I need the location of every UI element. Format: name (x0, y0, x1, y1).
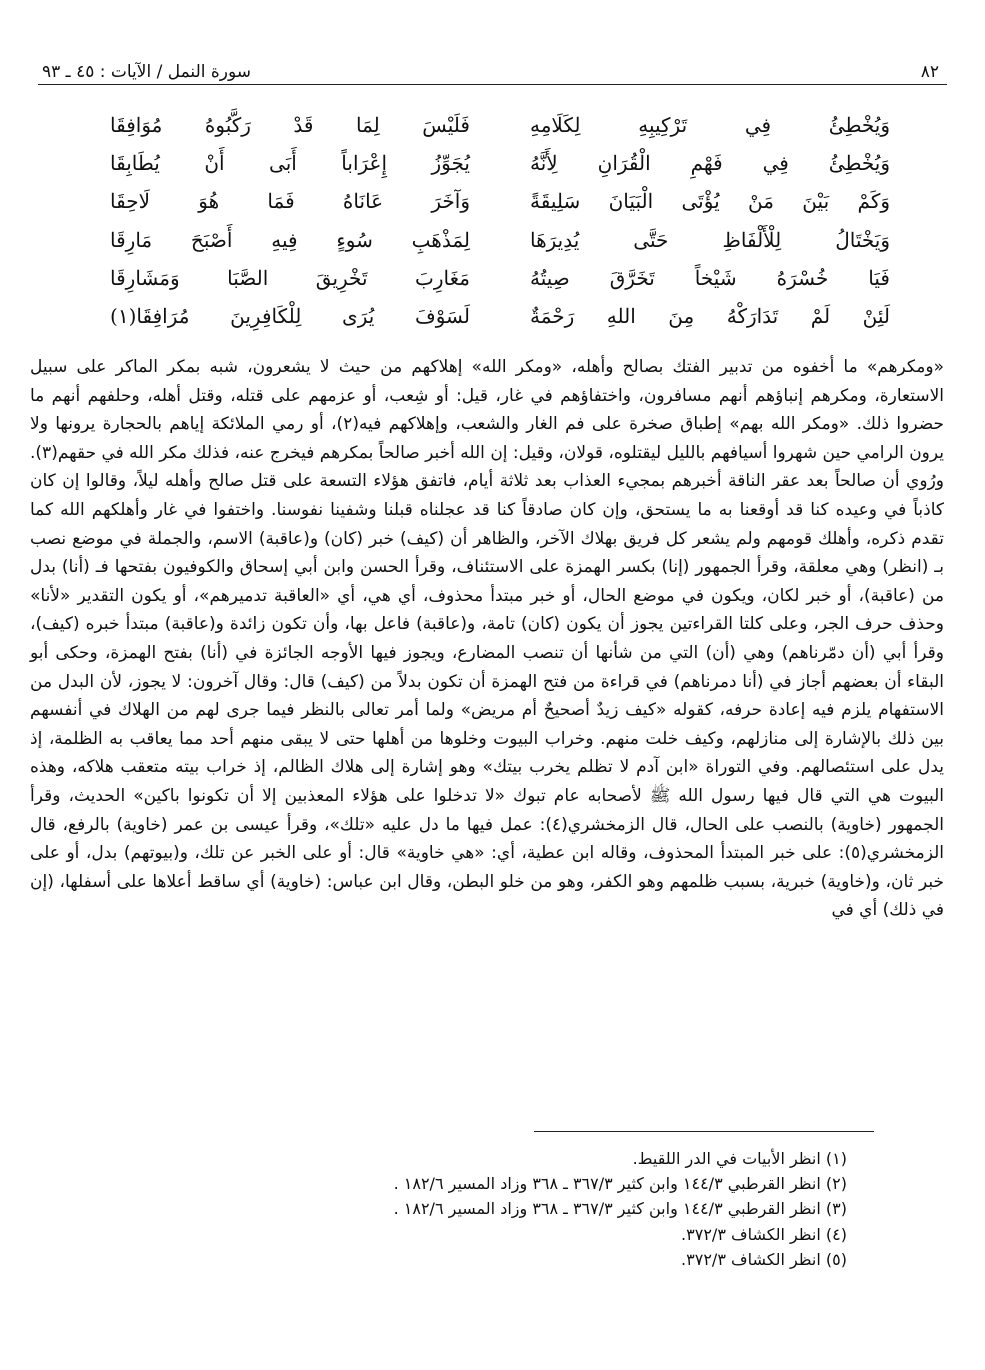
footnote: (١) انظر الأبيات في الدر اللقيط. (632, 1149, 847, 1168)
verse-second-hemistich: فَلَيْسَ لِمَا قَدْ رَكَّبُوهُ مُوَافِقَا (110, 113, 470, 138)
poem-verse (110, 259, 890, 297)
commentary-body (30, 353, 944, 925)
poem-verse (110, 106, 890, 144)
footnote: (٤) انظر الكشاف ٣٧٢/٣. (681, 1224, 847, 1244)
verse-second-hemistich: يُجَوِّزُ إِعْرَاباً أَبَى أَنْ يُطَابِقَا (110, 151, 470, 176)
poem-verse (110, 297, 890, 335)
verse-second-hemistich: مَغَارِبَ تَخْرِيقَ الصَّبَا وَمَشَارِقَا (110, 265, 470, 290)
page-number: ٨٢ (920, 62, 939, 82)
poem-verse (110, 182, 890, 220)
verse-first-hemistich: وَيُخْطِئُ فِي تَرْكِيبِهِ لِكَلَامِهِ (530, 113, 890, 138)
footnotes (147, 1146, 847, 1272)
header-rule (38, 84, 947, 85)
verse-second-hemistich: وَآخَرَ عَانَاهُ فَمَا هُوَ لَاحِقَا (110, 189, 470, 214)
verse-first-hemistich: لَئِنْ لَمْ تَدَارَكْهُ مِنَ اللهِ رَحْمَةٌ (530, 304, 890, 329)
verse-second-hemistich: لِمَذْهَبِ سُوءٍ فِيهِ أَصْبَحَ مَارِقَا (110, 227, 470, 252)
verse-first-hemistich: وَكَمْ بَيْنَ مَنْ يُؤْتَى الْبَيَانَ سَلِيقَةً (530, 189, 890, 214)
footnote: (٣) انظر القرطبي ١٤٤/٣ وابن كثير ٣٦٧/٣ ـ ٣٦٨ وزاد المسير ١٨٢/٦ . (393, 1199, 847, 1219)
verse-first-hemistich: وَيَخْتَالُ لِلْأَلْفَاظِ حَتَّى يُدِيرَهَا (530, 227, 890, 252)
header-title: سورة النمل / الآيات : ٤٥ ـ ٩٣ (42, 62, 252, 82)
poem-verse (110, 221, 890, 259)
poem (110, 106, 890, 335)
verse-first-hemistich: وَيُخْطِئُ فِي فَهْمِ الْقُرَانِ لِأَنَّهُ (530, 151, 890, 176)
verse-first-hemistich: فَيَا خُسْرَهُ شَيْخاً تَخَرَّقَ صِيتُهُ (530, 265, 890, 290)
commentary-paragraph: «ومكرهم» ما أخفوه من تدبير الفتك بصالح وأهله، «ومكر الله» إهلاكهم من حيث لا يشعرون، شبه بمكر الماكر على سبيل الاستعارة، ومكرهم إنباؤهم أنهم مسافرون، واختفاؤهم في غار، قيل: أو شِعب، أو عزمهم على قتله، وقتل أهله، وحلفهم أنهم ما حضروا ذلك. «ومكر الله بهم» إطباق صخرة على فم الغار والشعب، وإهلاكهم فيه(٢)، أو رمي الملائكة إياهم بالحجارة يرونها ولا يرون الرامي حين شهروا أسيافهم بالليل ليقتلوه، قولان، وقيل: إن الله أخبر صالحاً بمكرهم فيخرج عنه، فذلك مكر الله في حقهم(٣). ورُوي أن صالحاً بعد عقر الناقة أخبرهم بمجيء العذاب بعد ثلاثة أيام، فاتفق هؤلاء التسعة على قتل صالح وأهله ليلاً، وقالوا إن كان كاذباً في وعيده كنا قد أوقعنا به ما يستحق، وإن كان صادقاً كنا قد عجلناه قبلنا وشفينا نفوسنا. واختفوا في غار وأهلكهم الله كما تقدم ذكره، وأهلك قومهم ولم يشعر كل فريق بهلاك الآخر، والظاهر أن (كيف) خبر (كان) و(عاقبة) الاسم، والجملة في موضع نصب بـ (انظر) وهي معلقة، وقرأ الجمهور (إنا) بكسر الهمزة على الاستئناف، وقرأ الحسن وابن أبي إسحاق والكوفيون بفتحها فـ (أنا) بدل من (عاقبة)، أو خبر لكان، ويكون في موضع الحال، أو خبر مبتدأ محذوف، أي هي، أي «العاقبة تدميرهم»، أو يكون التقدير «لأنا» وحذف حرف الجر، وعلى كلتا القراءتين يجوز أن يكون (كان) تامة، و(عاقبة) فاعل بها، وأن تكون زائدة و(عاقبة) مبتدأ خبره (كيف)، وقرأ أبي (أن دمّرناهم) وهي (أن) التي من شأنها أن تنصب المضارع، ويجوز فيها الأوجه الجائزة في (أنا) بفتح الهمزة، وحكى أبو البقاء أن بعضهم أجاز في (أنا دمرناهم) في قراءة من فتح الهمزة أن تكون بدلاً من (كيف) قال: وقال آخرون: لا يجوز، لأن البدل من الاستفهام يلزم فيه إعادة حرفه، كقوله «كيف زيدٌ أصحيحٌ أم مريض» ولما أمر تعالى بالنظر فيما جرى لهم من الهلاك في أنفسهم بين ذلك بالإشارة إلى منازلهم، وكيف خلت منهم. وخراب البيوت وخلوها من أهلها حتى لا يبقى منهم أحد مما يعاقب به الظلمة، إذ يدل على استئصالهم. وفي التوراة «ابن آدم لا تظلم يخرب بيتك» وهو إشارة إلى هلاك الظالم، إذ خراب بيته متعقب هلاكه، وهذه البيوت هي التي قال فيها رسول الله ﷺ لأصحابه عام تبوك «لا تدخلوا على هؤلاء المعذبين إلا أن تكونوا باكين» الحديث، وقرأ الجمهور (خاوية) بالنصب على الحال، قال الزمخشري(٤): عمل فيها ما دل عليه «تلك»، وقرأ عيسى بن عمر (خاوية) بالرفع، قال الزمخشري(٥): على خبر المبتدأ المحذوف، وقاله ابن عطية، أي: «هي خاوية» قال: أو على الخبر عن تلك، و(بيوتهم) بدل، أو على خبر ثان، و(خاوية) خبرية، بسبب ظلمهم وهو الكفر، وهو من خلو البطن، وقال ابن عباس: (خاوية) أي ساقط أعلاها على أسفلها، (إن في ذلك) أي في (30, 357, 945, 921)
running-header (38, 58, 947, 86)
footnote: (٢) انظر القرطبي ١٤٤/٣ وابن كثير ٣٦٧/٣ ـ ٣٦٨ وزاد المسير ١٨٢/٦ . (393, 1174, 847, 1194)
footnote-separator (534, 1131, 874, 1132)
footnote: (٥) انظر الكشاف ٣٧٢/٣. (681, 1249, 847, 1269)
verse-second-hemistich: لَسَوْفَ يُرَى لِلْكَافِرِينَ مُرَافِقَا(١) (110, 304, 470, 329)
poem-verse (110, 144, 890, 182)
